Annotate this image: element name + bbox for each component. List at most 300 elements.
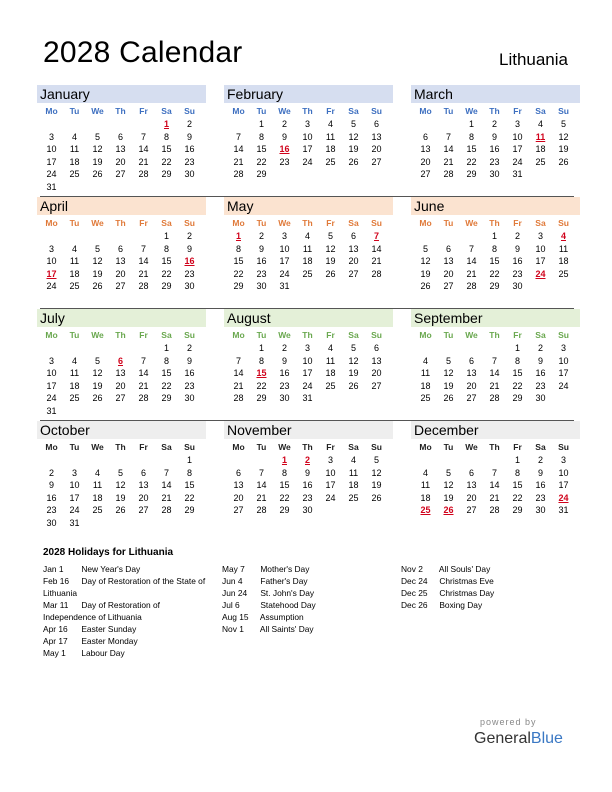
day-cell[interactable]: 3	[48, 355, 54, 366]
day-cell[interactable]: 9	[186, 131, 192, 142]
day-cell[interactable]: 26	[348, 156, 359, 167]
day-cell[interactable]: 30	[535, 505, 546, 516]
day-cell[interactable]: 30	[256, 281, 267, 292]
day-cell[interactable]: 24	[69, 505, 80, 516]
day-cell[interactable]: 9	[304, 467, 310, 478]
day-cell[interactable]: 25	[348, 492, 359, 503]
day-cell[interactable]: 29	[489, 281, 500, 292]
day-cell[interactable]: 8	[281, 467, 287, 478]
day-cell[interactable]: 12	[443, 480, 454, 491]
day-cell[interactable]: 4	[537, 119, 543, 129]
day-cell[interactable]: 26	[371, 492, 382, 503]
day-cell[interactable]: 16	[535, 368, 546, 379]
day-cell[interactable]: 20	[420, 156, 431, 167]
day-cell[interactable]: 26	[92, 169, 103, 180]
day-cell[interactable]: 4	[94, 467, 100, 478]
day-cell[interactable]: 18	[348, 480, 359, 491]
day-cell[interactable]: 21	[233, 156, 244, 167]
day-cell[interactable]: 4	[350, 455, 356, 465]
day-cell[interactable]: 27	[233, 505, 244, 516]
day-cell[interactable]: 11	[348, 467, 359, 478]
day-cell[interactable]: 13	[371, 355, 382, 366]
day-cell[interactable]: 17	[535, 256, 546, 267]
day-cell[interactable]: 9	[514, 243, 520, 254]
day-cell[interactable]: 25	[69, 393, 80, 404]
day-cell[interactable]: 19	[92, 268, 103, 279]
day-cell[interactable]: 20	[466, 380, 477, 391]
day-cell[interactable]: 15	[489, 256, 500, 267]
day-cell[interactable]: 23	[256, 268, 267, 279]
day-cell[interactable]: 16	[46, 492, 57, 503]
day-cell[interactable]: 12	[92, 368, 103, 379]
day-cell[interactable]: 3	[327, 455, 333, 465]
day-cell[interactable]: 26	[443, 505, 454, 516]
day-cell[interactable]: 13	[466, 368, 477, 379]
day-cell[interactable]: 24	[302, 380, 313, 391]
day-cell[interactable]: 5	[327, 231, 333, 241]
day-cell[interactable]: 30	[279, 393, 290, 404]
day-cell[interactable]: 20	[115, 268, 126, 279]
day-cell[interactable]: 8	[491, 243, 497, 254]
day-cell[interactable]: 1	[186, 455, 192, 465]
day-cell[interactable]: 25	[535, 156, 546, 167]
day-cell[interactable]: 1	[514, 343, 520, 353]
day-cell[interactable]: 14	[256, 480, 267, 491]
day-cell[interactable]: 2	[186, 343, 192, 353]
day-cell[interactable]: 13	[348, 243, 359, 254]
day-cell[interactable]: 23	[184, 156, 195, 167]
day-cell[interactable]: 2	[491, 119, 497, 129]
day-cell[interactable]: 4	[71, 131, 77, 142]
day-cell[interactable]: 21	[371, 256, 382, 267]
day-cell[interactable]: 5	[373, 455, 379, 465]
day-cell[interactable]: 11	[420, 368, 431, 379]
day-cell[interactable]: 12	[92, 256, 103, 267]
day-cell[interactable]: 6	[350, 231, 356, 241]
day-cell[interactable]: 30	[302, 505, 313, 516]
day-cell[interactable]: 18	[69, 156, 80, 167]
day-cell[interactable]: 21	[233, 380, 244, 391]
day-cell[interactable]: 3	[304, 119, 310, 129]
day-cell[interactable]: 8	[163, 355, 169, 366]
day-cell[interactable]: 6	[235, 467, 241, 478]
day-cell[interactable]: 23	[512, 268, 523, 279]
day-cell[interactable]: 28	[138, 169, 149, 180]
day-cell[interactable]: 10	[558, 355, 569, 366]
day-cell[interactable]: 14	[466, 256, 477, 267]
day-cell[interactable]: 11	[325, 131, 336, 142]
day-cell[interactable]: 31	[512, 169, 523, 180]
day-cell[interactable]: 31	[46, 405, 57, 416]
day-cell[interactable]: 3	[48, 243, 54, 254]
day-cell[interactable]: 17	[46, 156, 57, 167]
day-cell[interactable]: 19	[348, 144, 359, 155]
day-cell[interactable]: 11	[69, 144, 80, 155]
day-cell[interactable]: 19	[371, 480, 382, 491]
day-cell[interactable]: 16	[279, 144, 290, 155]
day-cell[interactable]: 26	[92, 281, 103, 292]
day-cell[interactable]: 26	[443, 393, 454, 404]
day-cell[interactable]: 24	[558, 380, 569, 391]
day-cell[interactable]: 28	[256, 505, 267, 516]
day-cell[interactable]: 14	[489, 480, 500, 491]
day-cell[interactable]: 14	[489, 368, 500, 379]
day-cell[interactable]: 5	[94, 355, 100, 366]
day-cell[interactable]: 1	[514, 455, 520, 465]
day-cell[interactable]: 20	[115, 380, 126, 391]
day-cell[interactable]: 1	[235, 231, 241, 241]
generalblue-logo[interactable]	[474, 730, 563, 748]
day-cell[interactable]: 9	[537, 355, 543, 366]
day-cell[interactable]: 29	[184, 505, 195, 516]
day-cell[interactable]: 7	[373, 231, 379, 241]
day-cell[interactable]: 16	[184, 144, 195, 155]
day-cell[interactable]: 6	[373, 343, 379, 353]
day-cell[interactable]: 27	[466, 393, 477, 404]
day-cell[interactable]: 20	[115, 156, 126, 167]
day-cell[interactable]: 29	[512, 393, 523, 404]
day-cell[interactable]: 7	[491, 355, 497, 366]
day-cell[interactable]: 7	[140, 243, 146, 254]
day-cell[interactable]: 6	[117, 355, 123, 366]
day-cell[interactable]: 14	[138, 144, 149, 155]
day-cell[interactable]: 31	[46, 181, 57, 192]
day-cell[interactable]: 8	[163, 243, 169, 254]
day-cell[interactable]: 10	[46, 368, 57, 379]
day-cell[interactable]: 29	[256, 169, 267, 180]
day-cell[interactable]: 10	[512, 131, 523, 142]
day-cell[interactable]: 4	[327, 343, 333, 353]
day-cell[interactable]: 2	[537, 343, 543, 353]
day-cell[interactable]: 3	[514, 119, 520, 129]
day-cell[interactable]: 24	[46, 169, 57, 180]
day-cell[interactable]: 20	[348, 256, 359, 267]
day-cell[interactable]: 26	[325, 268, 336, 279]
day-cell[interactable]: 5	[117, 467, 123, 478]
day-cell[interactable]: 9	[537, 467, 543, 478]
day-cell[interactable]: 29	[233, 281, 244, 292]
day-cell[interactable]: 29	[512, 505, 523, 516]
day-cell[interactable]: 19	[348, 368, 359, 379]
day-cell[interactable]: 12	[558, 131, 569, 142]
day-cell[interactable]: 11	[558, 243, 569, 254]
day-cell[interactable]: 16	[489, 144, 500, 155]
day-cell[interactable]: 7	[163, 467, 169, 478]
day-cell[interactable]: 31	[279, 281, 290, 292]
day-cell[interactable]: 11	[420, 480, 431, 491]
day-cell[interactable]: 15	[279, 480, 290, 491]
day-cell[interactable]: 21	[256, 492, 267, 503]
day-cell[interactable]: 24	[46, 281, 57, 292]
day-cell[interactable]: 30	[184, 281, 195, 292]
day-cell[interactable]: 30	[46, 517, 57, 528]
day-cell[interactable]: 21	[161, 492, 172, 503]
day-cell[interactable]: 1	[468, 119, 474, 129]
day-cell[interactable]: 2	[281, 343, 287, 353]
day-cell[interactable]: 2	[258, 231, 264, 241]
day-cell[interactable]: 18	[420, 380, 431, 391]
day-cell[interactable]: 22	[512, 380, 523, 391]
day-cell[interactable]: 18	[92, 492, 103, 503]
day-cell[interactable]: 14	[233, 144, 244, 155]
day-cell[interactable]: 10	[69, 480, 80, 491]
day-cell[interactable]: 17	[512, 144, 523, 155]
day-cell[interactable]: 19	[443, 380, 454, 391]
day-cell[interactable]: 3	[560, 455, 566, 465]
day-cell[interactable]: 23	[535, 380, 546, 391]
day-cell[interactable]: 18	[535, 144, 546, 155]
day-cell[interactable]: 10	[535, 243, 546, 254]
day-cell[interactable]: 7	[140, 355, 146, 366]
day-cell[interactable]: 5	[350, 343, 356, 353]
day-cell[interactable]: 7	[235, 355, 241, 366]
day-cell[interactable]: 6	[468, 355, 474, 366]
day-cell[interactable]: 22	[279, 492, 290, 503]
day-cell[interactable]: 20	[466, 492, 477, 503]
day-cell[interactable]: 21	[489, 492, 500, 503]
day-cell[interactable]: 6	[373, 119, 379, 129]
day-cell[interactable]: 22	[233, 268, 244, 279]
day-cell[interactable]: 18	[302, 256, 313, 267]
day-cell[interactable]: 7	[445, 131, 451, 142]
day-cell[interactable]: 23	[279, 380, 290, 391]
day-cell[interactable]: 11	[92, 480, 103, 491]
day-cell[interactable]: 14	[371, 243, 382, 254]
day-cell[interactable]: 15	[512, 368, 523, 379]
day-cell[interactable]: 23	[535, 492, 546, 503]
day-cell[interactable]: 10	[325, 467, 336, 478]
day-cell[interactable]: 11	[535, 131, 546, 142]
day-cell[interactable]: 10	[302, 355, 313, 366]
day-cell[interactable]: 5	[445, 467, 451, 478]
day-cell[interactable]: 17	[46, 380, 57, 391]
day-cell[interactable]: 4	[304, 231, 310, 241]
day-cell[interactable]: 28	[161, 505, 172, 516]
day-cell[interactable]: 22	[161, 156, 172, 167]
day-cell[interactable]: 16	[512, 256, 523, 267]
day-cell[interactable]: 27	[115, 169, 126, 180]
day-cell[interactable]: 28	[138, 393, 149, 404]
day-cell[interactable]: 1	[163, 231, 169, 241]
day-cell[interactable]: 20	[371, 144, 382, 155]
day-cell[interactable]: 25	[325, 156, 336, 167]
day-cell[interactable]: 16	[279, 368, 290, 379]
day-cell[interactable]: 14	[233, 368, 244, 379]
day-cell[interactable]: 22	[184, 492, 195, 503]
day-cell[interactable]: 25	[69, 169, 80, 180]
day-cell[interactable]: 13	[115, 368, 126, 379]
day-cell[interactable]: 24	[325, 492, 336, 503]
day-cell[interactable]: 24	[512, 156, 523, 167]
day-cell[interactable]: 7	[140, 131, 146, 142]
day-cell[interactable]: 4	[71, 243, 77, 254]
day-cell[interactable]: 25	[558, 268, 569, 279]
day-cell[interactable]: 13	[115, 256, 126, 267]
day-cell[interactable]: 27	[115, 393, 126, 404]
day-cell[interactable]: 16	[302, 480, 313, 491]
day-cell[interactable]: 11	[325, 355, 336, 366]
day-cell[interactable]: 29	[161, 393, 172, 404]
day-cell[interactable]: 25	[92, 505, 103, 516]
day-cell[interactable]: 5	[94, 131, 100, 142]
day-cell[interactable]: 8	[468, 131, 474, 142]
day-cell[interactable]: 30	[535, 393, 546, 404]
day-cell[interactable]: 13	[233, 480, 244, 491]
day-cell[interactable]: 25	[420, 393, 431, 404]
day-cell[interactable]: 3	[537, 231, 543, 241]
day-cell[interactable]: 28	[466, 281, 477, 292]
day-cell[interactable]: 24	[279, 268, 290, 279]
day-cell[interactable]: 15	[466, 144, 477, 155]
day-cell[interactable]: 21	[138, 380, 149, 391]
day-cell[interactable]: 15	[161, 368, 172, 379]
day-cell[interactable]: 22	[256, 156, 267, 167]
day-cell[interactable]: 18	[325, 368, 336, 379]
day-cell[interactable]: 23	[46, 505, 57, 516]
day-cell[interactable]: 20	[138, 492, 149, 503]
day-cell[interactable]: 17	[558, 480, 569, 491]
day-cell[interactable]: 16	[256, 256, 267, 267]
day-cell[interactable]: 12	[443, 368, 454, 379]
day-cell[interactable]: 25	[69, 281, 80, 292]
day-cell[interactable]: 10	[279, 243, 290, 254]
day-cell[interactable]: 29	[161, 169, 172, 180]
day-cell[interactable]: 11	[69, 368, 80, 379]
day-cell[interactable]: 19	[115, 492, 126, 503]
day-cell[interactable]: 19	[558, 144, 569, 155]
day-cell[interactable]: 27	[371, 156, 382, 167]
day-cell[interactable]: 27	[443, 281, 454, 292]
day-cell[interactable]: 27	[371, 380, 382, 391]
day-cell[interactable]: 27	[466, 505, 477, 516]
day-cell[interactable]: 11	[69, 256, 80, 267]
day-cell[interactable]: 23	[279, 156, 290, 167]
day-cell[interactable]: 17	[558, 368, 569, 379]
day-cell[interactable]: 3	[281, 231, 287, 241]
day-cell[interactable]: 17	[46, 268, 57, 279]
day-cell[interactable]: 13	[115, 144, 126, 155]
day-cell[interactable]: 1	[491, 231, 497, 241]
day-cell[interactable]: 15	[256, 144, 267, 155]
day-cell[interactable]: 28	[489, 393, 500, 404]
day-cell[interactable]: 21	[138, 156, 149, 167]
day-cell[interactable]: 10	[302, 131, 313, 142]
day-cell[interactable]: 30	[184, 169, 195, 180]
day-cell[interactable]: 19	[443, 492, 454, 503]
day-cell[interactable]: 15	[184, 480, 195, 491]
day-cell[interactable]: 15	[256, 368, 267, 379]
day-cell[interactable]: 29	[161, 281, 172, 292]
day-cell[interactable]: 28	[138, 281, 149, 292]
day-cell[interactable]: 27	[138, 505, 149, 516]
day-cell[interactable]: 6	[140, 467, 146, 478]
day-cell[interactable]: 31	[69, 517, 80, 528]
day-cell[interactable]: 25	[420, 505, 431, 516]
day-cell[interactable]: 30	[489, 169, 500, 180]
day-cell[interactable]: 25	[325, 380, 336, 391]
day-cell[interactable]: 7	[235, 131, 241, 142]
day-cell[interactable]: 15	[161, 256, 172, 267]
day-cell[interactable]: 9	[258, 243, 264, 254]
day-cell[interactable]: 28	[489, 505, 500, 516]
day-cell[interactable]: 12	[92, 144, 103, 155]
day-cell[interactable]: 27	[115, 281, 126, 292]
day-cell[interactable]: 28	[233, 169, 244, 180]
day-cell[interactable]: 15	[512, 480, 523, 491]
day-cell[interactable]: 14	[161, 480, 172, 491]
day-cell[interactable]: 16	[535, 480, 546, 491]
day-cell[interactable]: 22	[489, 268, 500, 279]
day-cell[interactable]: 3	[560, 343, 566, 353]
day-cell[interactable]: 8	[186, 467, 192, 478]
day-cell[interactable]: 3	[48, 131, 54, 142]
day-cell[interactable]: 13	[466, 480, 477, 491]
day-cell[interactable]: 5	[560, 119, 566, 129]
day-cell[interactable]: 24	[46, 393, 57, 404]
day-cell[interactable]: 1	[281, 455, 287, 465]
day-cell[interactable]: 26	[420, 281, 431, 292]
day-cell[interactable]: 21	[489, 380, 500, 391]
day-cell[interactable]: 8	[258, 131, 264, 142]
day-cell[interactable]: 17	[302, 368, 313, 379]
day-cell[interactable]: 4	[422, 355, 428, 366]
day-cell[interactable]: 2	[304, 455, 310, 465]
day-cell[interactable]: 10	[558, 467, 569, 478]
day-cell[interactable]: 18	[420, 492, 431, 503]
day-cell[interactable]: 26	[92, 393, 103, 404]
day-cell[interactable]: 22	[466, 156, 477, 167]
day-cell[interactable]: 2	[281, 119, 287, 129]
day-cell[interactable]: 24	[535, 268, 546, 279]
day-cell[interactable]: 14	[443, 144, 454, 155]
day-cell[interactable]: 16	[184, 256, 195, 267]
day-cell[interactable]: 30	[184, 393, 195, 404]
day-cell[interactable]: 24	[558, 492, 569, 503]
day-cell[interactable]: 22	[161, 268, 172, 279]
day-cell[interactable]: 29	[279, 505, 290, 516]
day-cell[interactable]: 13	[443, 256, 454, 267]
day-cell[interactable]: 7	[468, 243, 474, 254]
day-cell[interactable]: 1	[258, 343, 264, 353]
day-cell[interactable]: 1	[258, 119, 264, 129]
day-cell[interactable]: 28	[233, 393, 244, 404]
day-cell[interactable]: 23	[184, 268, 195, 279]
day-cell[interactable]: 18	[69, 380, 80, 391]
day-cell[interactable]: 3	[71, 467, 77, 478]
day-cell[interactable]: 9	[281, 131, 287, 142]
day-cell[interactable]: 19	[420, 268, 431, 279]
day-cell[interactable]: 26	[348, 380, 359, 391]
day-cell[interactable]: 9	[186, 355, 192, 366]
day-cell[interactable]: 6	[117, 131, 123, 142]
day-cell[interactable]: 6	[117, 243, 123, 254]
day-cell[interactable]: 12	[348, 131, 359, 142]
day-cell[interactable]: 4	[560, 231, 566, 241]
day-cell[interactable]: 5	[350, 119, 356, 129]
day-cell[interactable]: 5	[422, 243, 428, 254]
day-cell[interactable]: 29	[466, 169, 477, 180]
day-cell[interactable]: 17	[325, 480, 336, 491]
day-cell[interactable]: 2	[186, 231, 192, 241]
day-cell[interactable]: 12	[325, 243, 336, 254]
day-cell[interactable]: 12	[115, 480, 126, 491]
day-cell[interactable]: 19	[92, 380, 103, 391]
day-cell[interactable]: 18	[325, 144, 336, 155]
day-cell[interactable]: 26	[115, 505, 126, 516]
day-cell[interactable]: 13	[420, 144, 431, 155]
day-cell[interactable]: 2	[48, 467, 54, 478]
day-cell[interactable]: 9	[48, 480, 54, 491]
